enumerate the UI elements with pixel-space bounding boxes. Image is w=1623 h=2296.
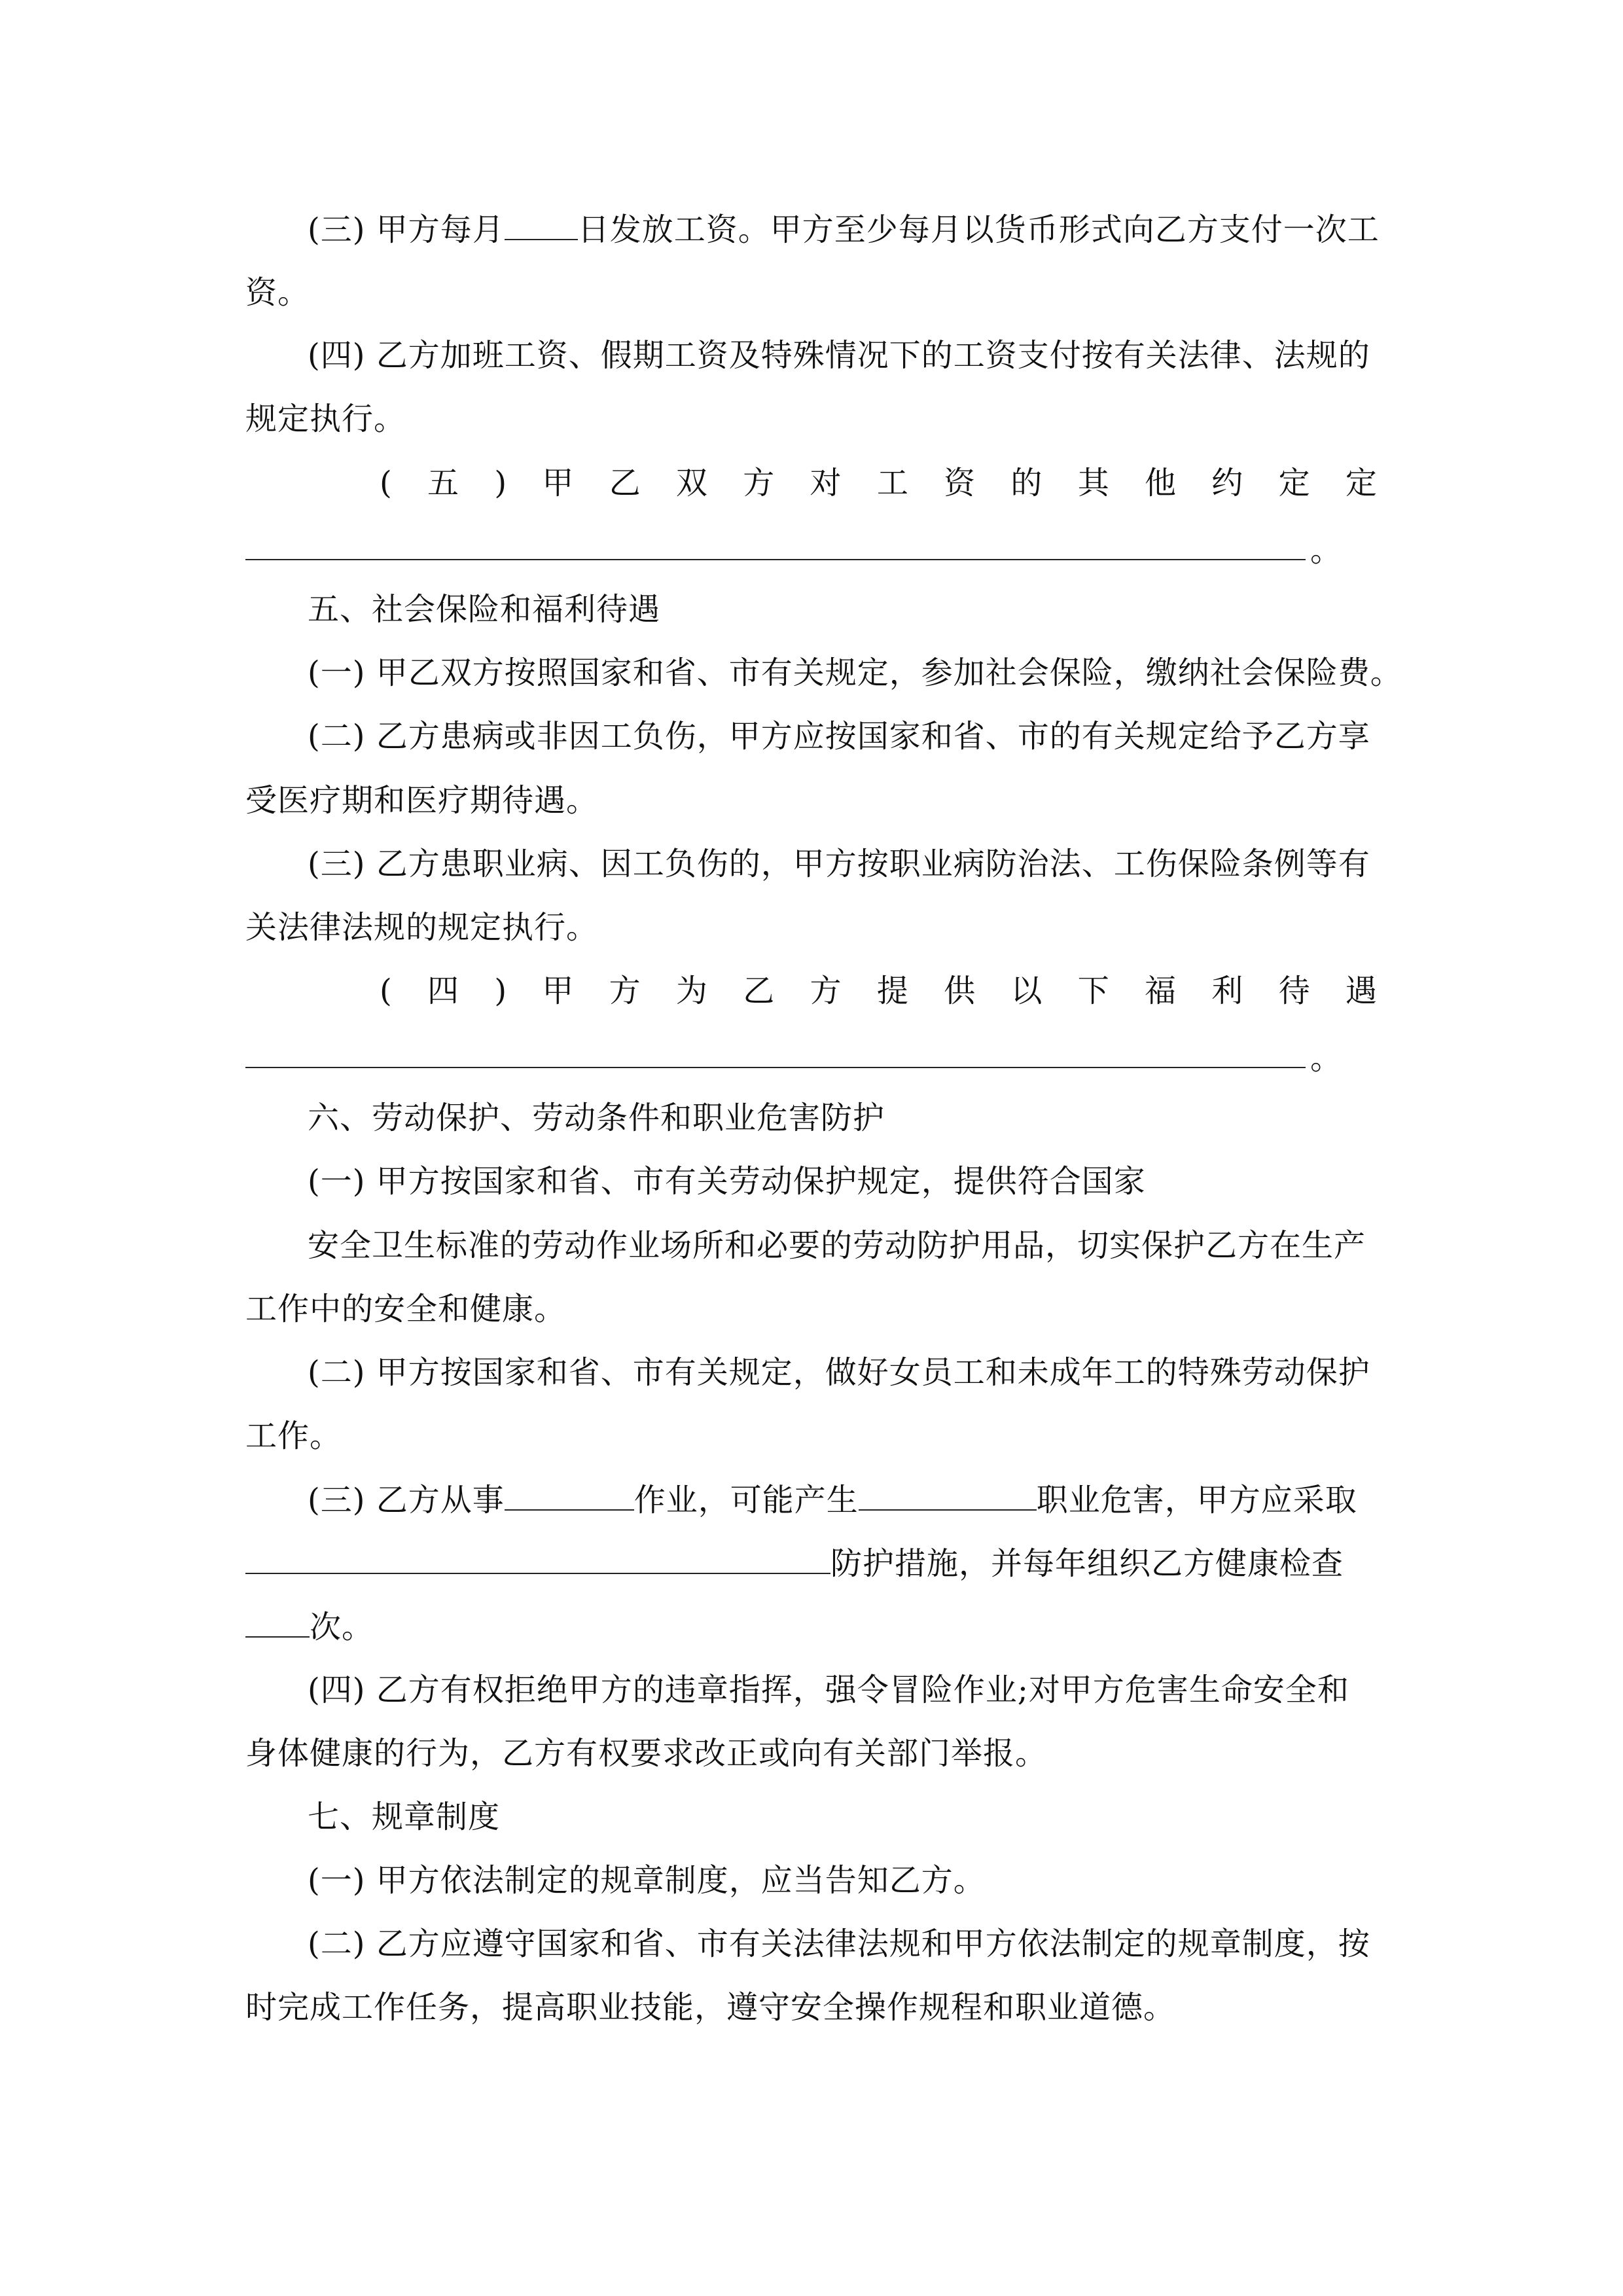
section-5-heading: 五、社会保险和福利待遇: [308, 591, 661, 628]
clause-6-3-text-a: (三) 乙方从事: [308, 1482, 505, 1518]
clause-5-4-line-1: [380, 969, 1378, 1013]
clause-4-5-char: 甲: [542, 465, 575, 501]
pay-day-blank: [505, 210, 578, 240]
clause-5-4-char: 方: [810, 973, 842, 1009]
hazard-type-blank: [859, 1480, 1037, 1511]
clause-6-2-line-2: 工作。: [245, 1418, 342, 1454]
checkup-count-blank: [245, 1607, 310, 1638]
clause-5-4-char: 乙: [743, 973, 776, 1009]
clause-4-5-char: 乙: [609, 465, 641, 501]
clause-5-4-char: 下: [1077, 973, 1110, 1009]
clause-5-4-char: 甲: [542, 973, 575, 1009]
clause-5-4-char: (: [380, 973, 393, 1009]
clause-5-4-char: ): [494, 973, 508, 1009]
work-type-blank: [505, 1480, 634, 1511]
clause-6-4-line-2: 身体健康的行为，乙方有权要求改正或向有关部门举报。: [245, 1735, 1048, 1772]
clause-5-4-char: 利: [1211, 973, 1244, 1009]
clause-5-2-line-1: (二) 乙方患病或非因工负伤，甲方应按国家和省、市的有关规定给予乙方享: [308, 718, 1370, 755]
clause-7-2-line-1: (二) 乙方应遵守国家和省、市有关法律法规和甲方依法制定的规章制度，按: [308, 1926, 1370, 1962]
clause-4-4-line-2: 规定执行。: [245, 401, 406, 437]
clause-5-4-char: 待: [1278, 973, 1311, 1009]
clause-5-3-line-2: 关法律法规的规定执行。: [245, 909, 599, 946]
clause-4-5-char: 他: [1145, 465, 1177, 501]
clause-4-5-char: 定: [1345, 465, 1378, 501]
clause-6-2-line-1: (二) 甲方按国家和省、市有关规定，做好女员工和未成年工的特殊劳动保护: [308, 1354, 1370, 1391]
clause-4-5-char: 双: [675, 465, 708, 501]
clause-4-3-line-1: [308, 208, 1378, 251]
clause-4-5-blank: [245, 559, 1306, 560]
clause-6-1-line-2: 安全卫生标准的劳动作业场所和必要的劳动防护用品，切实保护乙方在生产: [308, 1227, 1366, 1264]
clause-4-5-char: (: [380, 465, 393, 501]
clause-4-5-char: 约: [1211, 465, 1244, 501]
clause-4-3-text-b: 日发放工资。甲方至少每月以货币形式向乙方支付一次工: [577, 211, 1380, 248]
clause-6-3-line-3: [245, 1605, 1378, 1649]
clause-4-5-char: 其: [1077, 465, 1110, 501]
section-7-heading: 七、规章制度: [308, 1799, 501, 1835]
clause-6-3-text-e: 次。: [310, 1609, 374, 1645]
clause-6-3-line-2: [245, 1542, 1378, 1585]
protection-measures-blank: [245, 1544, 830, 1574]
clause-4-5-char: 资: [944, 465, 976, 501]
clause-7-1: (一) 甲方依法制定的规章制度，应当告知乙方。: [308, 1862, 986, 1899]
clause-6-1-line-3: 工作中的安全和健康。: [245, 1291, 567, 1327]
clause-5-4-char: 供: [944, 973, 976, 1009]
clause-5-4-char: 方: [609, 973, 641, 1009]
clause-6-3-text-d: 防护措施，并每年组织乙方健康检查: [830, 1545, 1344, 1582]
clause-4-3-text-a: (三) 甲方每月: [308, 211, 505, 248]
clause-6-3-text-b: 作业，可能产生: [633, 1482, 859, 1518]
clause-6-1-line-1: (一) 甲方按国家和省、市有关劳动保护规定，提供符合国家: [308, 1163, 1146, 1200]
clause-7-2-line-2: 时完成工作任务，提高职业技能，遵守安全操作规程和职业道德。: [245, 1989, 1176, 2026]
clause-5-4-char: 四: [427, 973, 460, 1009]
clause-4-5-line-1: [380, 461, 1378, 505]
clause-4-5-char: 五: [427, 465, 460, 501]
clause-4-5-char: 的: [1010, 465, 1043, 501]
clause-5-2-line-2: 受医疗期和医疗期待遇。: [245, 782, 599, 819]
clause-4-5-char: 工: [876, 465, 909, 501]
section-6-heading: 六、劳动保护、劳动条件和职业危害防护: [308, 1100, 885, 1136]
clause-4-5-char: 定: [1278, 465, 1311, 501]
clause-5-4-char: 为: [675, 973, 708, 1009]
clause-5-4-blank: [245, 1067, 1306, 1068]
clause-4-5-char: ): [494, 465, 508, 501]
clause-4-3-line-2: 资。: [245, 274, 310, 311]
clause-4-5-char: 对: [810, 465, 842, 501]
clause-6-3-line-1: [308, 1479, 1378, 1522]
clause-6-3-text-c: 职业危害，甲方应采取: [1036, 1482, 1357, 1518]
clause-4-4-line-1: (四) 乙方加班工资、假期工资及特殊情况下的工资支付按有关法律、法规的: [308, 337, 1370, 374]
clause-4-5-char: 方: [743, 465, 776, 501]
clause-5-4-char: 福: [1145, 973, 1177, 1009]
clause-5-3-line-1: (三) 乙方患职业病、因工负伤的，甲方按职业病防治法、工伤保险条例等有: [308, 846, 1370, 882]
clause-6-4-line-1: (四) 乙方有权拒绝甲方的违章指挥，强令冒险作业;对甲方危害生命安全和: [308, 1672, 1349, 1708]
clause-5-4-char: 以: [1010, 973, 1043, 1009]
clause-5-4-char: 遇: [1345, 973, 1378, 1009]
clause-5-1: (一) 甲乙双方按照国家和省、市有关规定，参加社会保险，缴纳社会保险费。: [308, 655, 1402, 691]
clause-5-4-period: 。: [1310, 1040, 1342, 1077]
clause-5-4-char: 提: [876, 973, 909, 1009]
clause-4-5-period: 。: [1310, 532, 1342, 569]
